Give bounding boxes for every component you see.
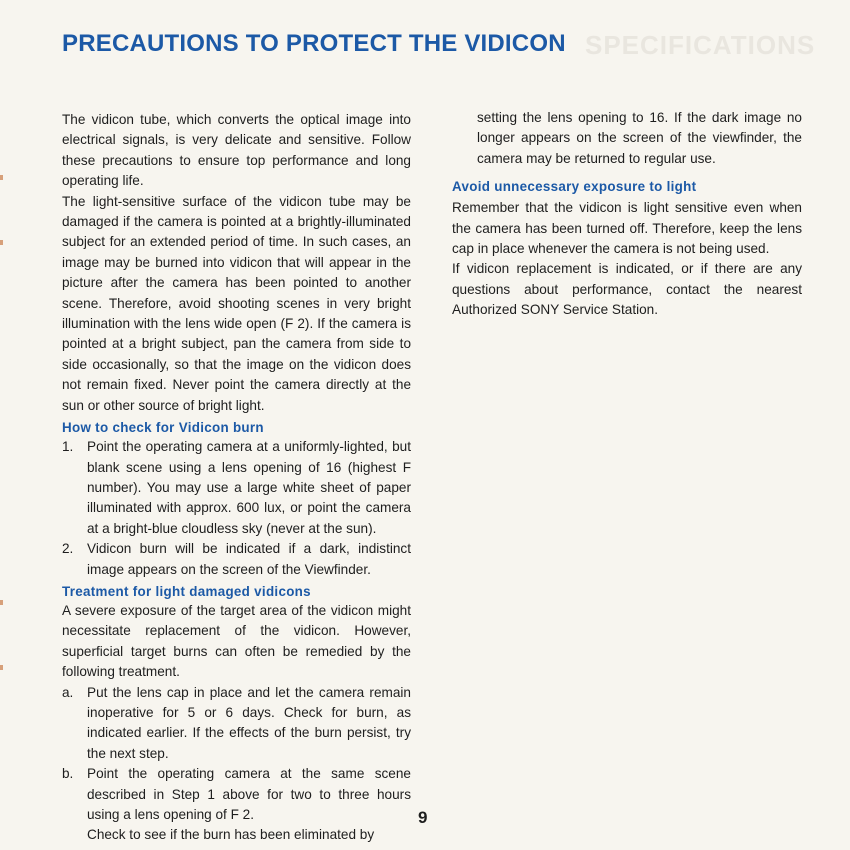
page-edge-mark xyxy=(0,600,3,605)
page-edge-mark xyxy=(0,175,3,180)
list-item-text: Point the operating camera at a uniformly-lighted, but blank scene using a lens opening of 16 (highest F number). You may use a large white sheet of paper illuminated with approx. 600 lux, or point the camera at a bright-blue cloudless sky (never at the sun). xyxy=(87,439,411,536)
list-marker: a. xyxy=(62,684,74,700)
check-steps-list xyxy=(62,437,411,580)
left-column xyxy=(62,110,411,846)
treatment-heading: Treatment for light damaged vidicons xyxy=(62,583,311,599)
page-edge-mark xyxy=(0,240,3,245)
right-column xyxy=(452,108,802,321)
list-item xyxy=(62,683,411,765)
list-marker: 2. xyxy=(62,541,74,557)
list-item xyxy=(62,539,411,580)
exposure-paragraph: Remember that the vidicon is light sensitive even when the camera has been turned off. Therefore, keep the lens cap in place whenever the camera is not being used. xyxy=(452,200,802,257)
treatment-continuation-text: Check to see if the burn has been eliminated by xyxy=(87,827,375,843)
list-marker: 1. xyxy=(62,439,74,455)
page-title: PRECAUTIONS TO PROTECT THE VIDICON xyxy=(62,30,566,57)
treatment-intro-paragraph: A severe exposure of the target area of the vidicon might necessitate replacement of the vidicon. However, superficial target burns can often be remedied by the following treatment. xyxy=(62,602,411,680)
list-item-text: Vidicon burn will be indicated if a dark, indistinct image appears on the screen of the Viewfinder. xyxy=(87,541,411,577)
list-item xyxy=(62,764,411,825)
page-number: 9 xyxy=(418,808,428,827)
continued-text: setting the lens opening to 16. If the dark image no longer appears on the screen of the viewfinder, the camera may be returned to regular use. xyxy=(477,110,802,166)
list-item-text: Point the operating camera at the same scene described in Step 1 above for two to three hours using a lens opening of F 2. xyxy=(87,766,411,822)
avoid-exposure-heading: Avoid unnecessary exposure to light xyxy=(452,179,697,195)
intro-paragraph: The vidicon tube, which converts the optical image into electrical signals, is very delicate and sensitive. Follow these precautions to ensure top performance and long operating life. xyxy=(62,112,411,189)
service-paragraph: If vidicon replacement is indicated, or if there are any questions about performance, contact the nearest Authorized SONY Service Station. xyxy=(452,261,802,318)
burn-warning-paragraph: The light-sensitive surface of the vidicon tube may be damaged if the camera is pointed at a brightly-illuminated subject for an extended period of time. In such cases, an image may be burned into vidicon that will appear in the picture after the camera has been pointed to another scene. Therefore, avoid shooting scenes in very bright illumination with the lens wide open (F 2). If the camera is pointed at a bright subject, pan the camera from side to side occasionally, so that the image on the vidicon does not remain fixed. Never point the camera directly at the sun or other source of bright light. xyxy=(62,193,411,413)
list-marker: b. xyxy=(62,766,74,782)
page-edge-mark xyxy=(0,665,3,670)
list-item-text: Put the lens cap in place and let the camera remain inoperative for 5 or 6 days. Check for burn, as indicated earlier. If the effects of the burn persist, try the next step. xyxy=(87,684,411,761)
list-item xyxy=(62,437,411,539)
treatment-steps-list xyxy=(62,683,411,826)
bleed-through-text: SPECIFICATIONS xyxy=(585,30,816,60)
check-burn-heading: How to check for Vidicon burn xyxy=(62,420,264,436)
